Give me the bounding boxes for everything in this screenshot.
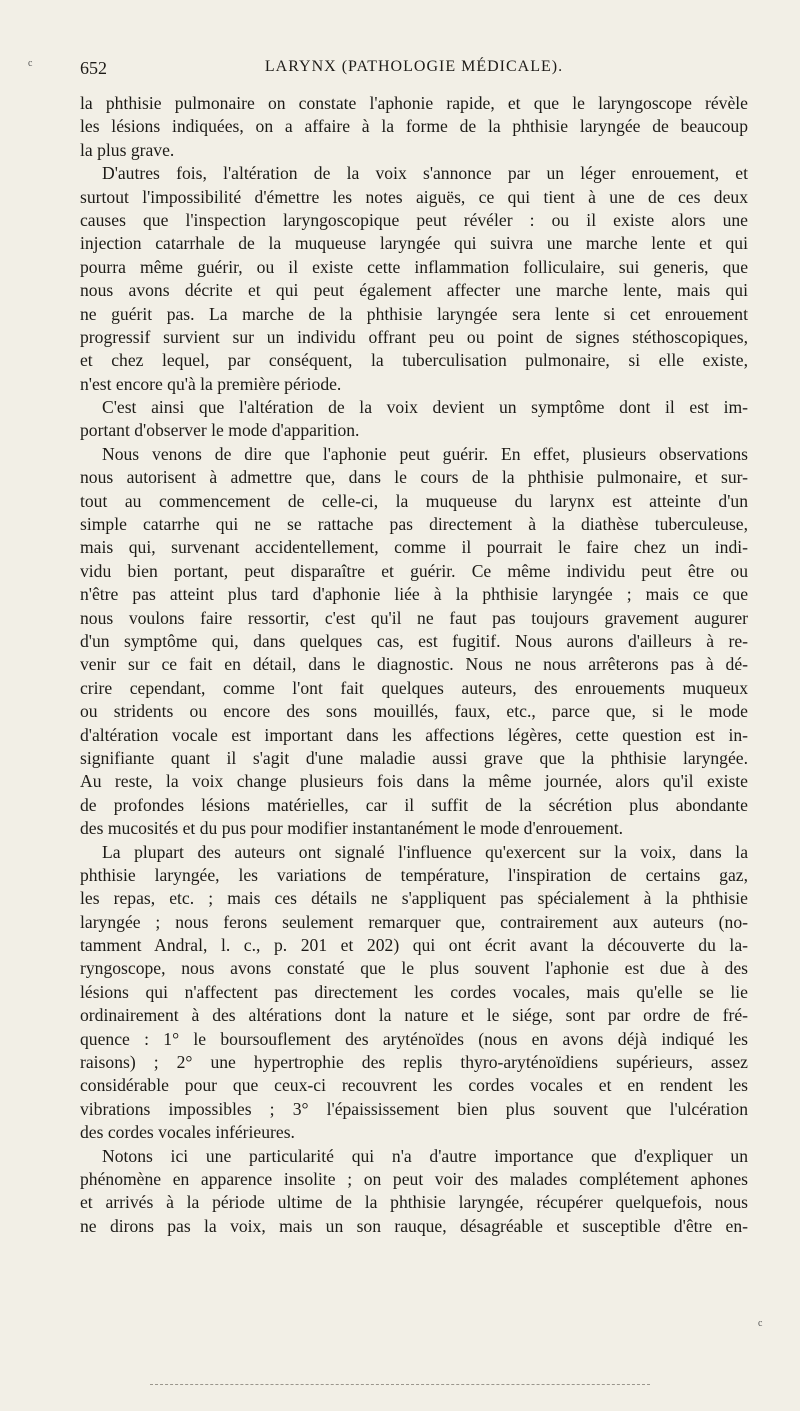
text-line: lésions qui n'affectent pas directement les cordes vocales, mais qu'elle se lie	[80, 981, 748, 1002]
text-line: progressif survient sur un individu offrant peu ou point de signes stéthoscopiques,	[80, 326, 748, 347]
text-line: des cordes vocales inférieures.	[80, 1122, 295, 1143]
text-line: laryngée ; nous ferons seulement remarquer que, contrairement aux auteurs (no-	[80, 911, 748, 932]
text-line: ne guérit pas. La marche de la phthisie laryngée sera lente si cet enrouement	[80, 303, 748, 324]
text-line: de profondes lésions matérielles, car il suffit de la sécrétion plus abondante	[80, 794, 748, 815]
text-line: pourra même guérir, ou il existe cette inflammation folliculaire, sui generis, que	[80, 256, 748, 277]
text-line: d'altération vocale est important dans les affections légères, cette question est in-	[80, 724, 748, 745]
text-line: raisons) ; 2° une hypertrophie des replis thyro-aryténoïdiens supérieurs, assez	[80, 1052, 748, 1073]
text-line: ne dirons pas la voix, mais un son rauque, désagréable et susceptible d'être en-	[80, 1215, 748, 1236]
text-line: La plupart des auteurs ont signalé l'influence qu'exercent sur la voix, dans la	[102, 841, 748, 862]
text-line: crire cependant, comme l'ont fait quelques auteurs, des enrouements muqueux	[80, 677, 748, 698]
text-line: Nous venons de dire que l'aphonie peut guérir. En effet, plusieurs observations	[102, 443, 748, 464]
text-line: phénomène en apparence insolite ; on peut voir des malades complétement aphones	[80, 1168, 748, 1189]
text-line: les lésions indiquées, on a affaire à la forme de la phthisie laryngée de beaucoup	[80, 116, 748, 137]
text-line: simple catarrhe qui ne se rattache pas directement à la diathèse tuberculeuse,	[80, 514, 748, 535]
text-line: la plus grave.	[80, 139, 175, 160]
text-line: portant d'observer le mode d'apparition.	[80, 420, 360, 441]
page-number: 652	[80, 58, 107, 78]
text-line: des mucosités et du pus pour modifier instantanément le mode d'enrouement.	[80, 818, 624, 839]
text-line: d'un symptôme qui, dans quelques cas, est fugitif. Nous aurons d'ailleurs à re-	[80, 630, 748, 651]
text-line: les repas, etc. ; mais ces détails ne s'appliquent pas spécialement à la phthisie	[80, 888, 748, 909]
text-line: C'est ainsi que l'altération de la voix devient un symptôme dont il est im-	[102, 397, 748, 418]
text-line: ryngoscope, nous avons constaté que le plus souvent l'aphonie est due à des	[80, 958, 748, 979]
text-line: vidu bien portant, peut disparaître et guérir. Ce même individu peut être ou	[80, 560, 748, 581]
body-text	[80, 92, 748, 1238]
text-line: n'être pas atteint plus tard d'aphonie liée à la phthisie laryngée ; mais ce que	[80, 584, 748, 605]
running-title: LARYNX (PATHOLOGIE MÉDICALE).	[264, 58, 564, 75]
text-line: nous voulons faire ressortir, c'est qu'il ne faut pas toujours gravement augurer	[80, 607, 748, 628]
text-line: causes que l'inspection laryngoscopique peut révéler : ou il existe alors une	[80, 209, 748, 230]
page-header	[80, 58, 748, 82]
text-line: n'est encore qu'à la première période.	[80, 373, 342, 394]
text-line: et arrivés à la période ultime de la phthisie laryngée, récupérer quelquefois, nous	[80, 1192, 748, 1213]
margin-mark-top: c	[28, 58, 33, 69]
text-line: venir sur ce fait en détail, dans le diagnostic. Nous ne nous arrêterons pas à dé-	[80, 654, 748, 675]
text-line: ou stridents ou encore des sons mouillés, faux, etc., parce que, si le mode	[80, 701, 748, 722]
text-line: Notons ici une particularité qui n'a d'autre importance que d'expliquer un	[102, 1145, 748, 1166]
text-line: mais qui, survenant accidentellement, comme il pourrait le faire chez un indi-	[80, 537, 748, 558]
text-line: tamment Andral, l. c., p. 201 et 202) qui ont écrit avant la découverte du la-	[80, 935, 748, 956]
text-line: tout au commencement de celle-ci, la muqueuse du larynx est atteinte d'un	[80, 490, 748, 511]
text-line: la phthisie pulmonaire on constate l'aphonie rapide, et que le laryngoscope révèle	[80, 93, 748, 113]
footer-rule	[150, 1384, 650, 1385]
text-line: signifiante quant il s'agit d'une maladie aussi grave que la phthisie laryngée.	[80, 747, 748, 768]
text-line: Au reste, la voix change plusieurs fois dans la même journée, alors qu'il existe	[80, 771, 748, 792]
text-line: phthisie laryngée, les variations de température, l'inspiration de certains gaz,	[80, 864, 748, 885]
text-line: surtout l'impossibilité d'émettre les notes aiguës, ce qui tient à une de ces deux	[80, 186, 748, 207]
text-line: vibrations impossibles ; 3° l'épaississement bien plus souvent que l'ulcération	[80, 1098, 748, 1119]
text-line: et chez lequel, par conséquent, la tuberculisation pulmonaire, si elle existe,	[80, 350, 748, 371]
text-line: nous autorisent à admettre que, dans le cours de la phthisie pulmonaire, et sur-	[80, 467, 748, 488]
text-line: nous avons décrite et qui peut également affecter une marche lente, mais qui	[80, 280, 748, 301]
text-line: considérable pour que ceux-ci recouvrent les cordes vocales et en rendent les	[80, 1075, 748, 1096]
text-line: injection catarrhale de la muqueuse laryngée qui suivra une marche lente et qui	[80, 233, 748, 254]
text-line: D'autres fois, l'altération de la voix s'annonce par un léger enrouement, et	[102, 163, 748, 184]
text-line: ordinairement à des altérations dont la nature et le siége, sont par ordre de fré-	[80, 1005, 748, 1026]
margin-mark-right: c	[758, 1318, 763, 1329]
text-line: quence : 1° le boursouflement des aryténoïdes (nous en avons déjà indiqué les	[80, 1028, 748, 1049]
